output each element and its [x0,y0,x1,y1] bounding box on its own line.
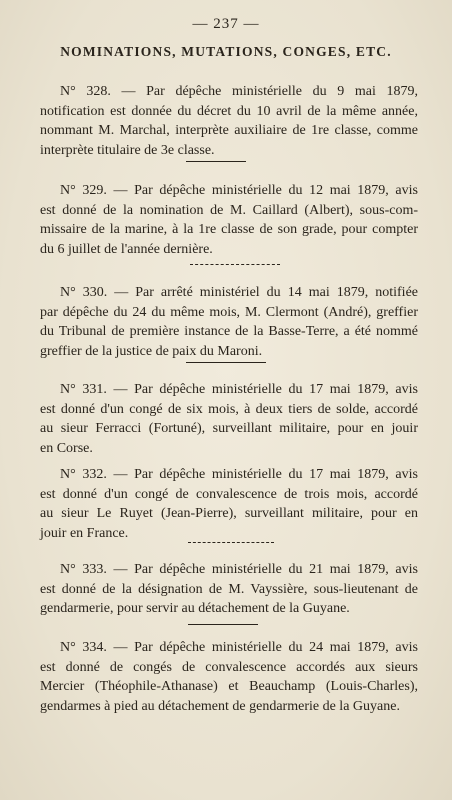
entry-line: N° 328. — Par dépêche ministérielle du 9 mai 1879, [60,84,418,99]
entry-line: gendarmes à pied au détachement de gendarmerie de la Guyane. [40,698,400,714]
entry-332 [40,465,418,543]
entry-329 [40,181,418,259]
entry-line: N° 331. — Par dépêche ministérielle du 17 mai 1879, avis [60,382,418,397]
entry-line: missaire de la marine, à la 1re classe de son grade, pour compter [40,222,418,237]
entry-line: notification est donnée du décret du 10 avril de la même année, [40,103,418,119]
entry-line: N° 332. — Par dépêche ministérielle du 17 mai 1879, avis [60,467,418,482]
entry-line: est donné d'un congé de six mois, à deux tiers de solde, accordé [40,401,418,417]
section-heading: NOMINATIONS, MUTATIONS, CONGES, ETC. [60,44,392,59]
entry-line: nommant M. Marchal, interprète auxiliaire de 1re classe, comme [40,123,418,138]
separator-rule [186,161,246,162]
entry-331 [40,380,418,458]
entry-line: est donné d'un congé de convalescence de trois mois, accordé [40,486,418,502]
separator-rule [190,264,280,265]
entry-line: du 6 juillet de l'année dernière. [40,241,213,257]
entry-line: au sieur Le Ruyet (Jean-Pierre), surveillant militaire, pour en [40,506,418,521]
entry-334 [40,638,418,716]
entry-line: en Corse. [40,440,93,456]
entry-330 [40,283,418,361]
entry-line: jouir en France. [40,525,129,541]
entry-line: interprète titulaire de 3e classe. [40,142,215,158]
entry-line: est donné de la nomination de M. Caillard (Albert), sous-com- [40,202,418,218]
entry-328 [40,82,418,160]
entry-line: du Tribunal de première instance de la Basse-Terre, a été nommé [40,324,418,339]
page-number: — 237 — [192,16,260,32]
entry-line: par dépêche du 24 du même mois, M. Clermont (André), greffier [40,304,418,320]
entry-line: N° 333. — Par dépêche ministérielle du 21 mai 1879, avis [60,562,418,577]
separator-rule [188,542,274,543]
entry-333 [40,560,418,619]
separator-rule [186,362,266,363]
entry-line: est donné de la désignation de M. Vayssière, sous-lieutenant de [40,581,418,597]
entry-line: Mercier (Théophile-Athanase) et Beauchamp (Louis-Charles), [40,679,418,694]
entry-line: au sieur Ferracci (Fortuné), surveillant militaire, pour en jouir [40,421,418,436]
entry-line: greffier de la justice de paix du Maroni. [40,343,263,359]
entry-line: N° 329. — Par dépêche ministérielle du 12 mai 1879, avis [60,183,418,198]
entry-line: gendarmerie, pour servir au détachement de la Guyane. [40,601,350,616]
separator-rule [188,624,258,625]
entry-line: est donné de congés de convalescence accordés aux sieurs [40,659,418,675]
entry-line: N° 334. — Par dépêche ministérielle du 24 mai 1879, avis [60,640,418,655]
entry-line: N° 330. — Par arrêté ministériel du 14 mai 1879, notifiée [60,285,418,300]
